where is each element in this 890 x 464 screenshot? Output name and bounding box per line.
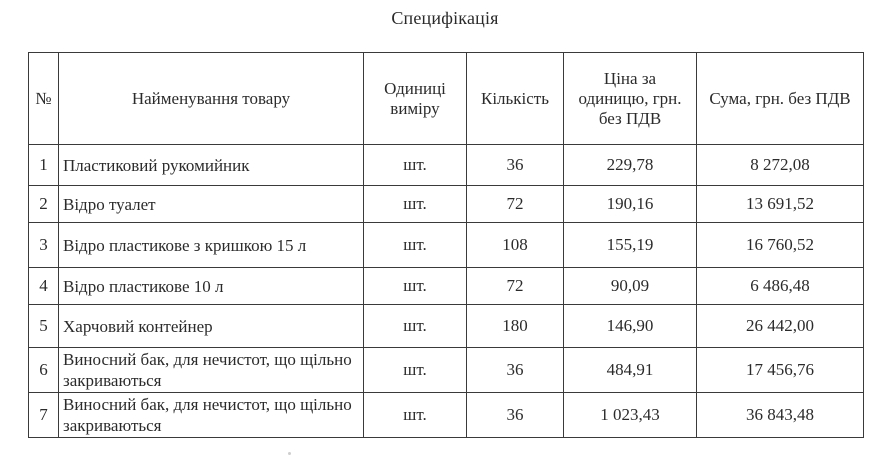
sum-cell: 17 456,76 bbox=[697, 348, 864, 393]
table-row bbox=[29, 145, 864, 186]
table-row bbox=[29, 305, 864, 348]
price-cell: 190,16 bbox=[564, 186, 697, 223]
unit-cell: шт. bbox=[364, 393, 467, 438]
table-row bbox=[29, 348, 864, 393]
table-row bbox=[29, 268, 864, 305]
header-sum: Сума, грн. без ПДВ bbox=[697, 53, 864, 145]
document-title: Специфікація bbox=[391, 8, 499, 28]
table-row bbox=[29, 223, 864, 268]
sum-cell: 13 691,52 bbox=[697, 186, 864, 223]
quantity-cell: 36 bbox=[467, 348, 564, 393]
row-number: 6 bbox=[29, 348, 59, 393]
product-name: Харчовий контейнер bbox=[59, 305, 364, 348]
header-quantity: Кількість bbox=[467, 53, 564, 145]
unit-cell: шт. bbox=[364, 305, 467, 348]
price-cell: 484,91 bbox=[564, 348, 697, 393]
price-cell: 1 023,43 bbox=[564, 393, 697, 438]
header-unit: Одиниці виміру bbox=[364, 53, 467, 145]
header-number: № bbox=[29, 53, 59, 145]
unit-cell: шт. bbox=[364, 268, 467, 305]
quantity-cell: 108 bbox=[467, 223, 564, 268]
quantity-cell: 72 bbox=[467, 186, 564, 223]
sum-cell: 36 843,48 bbox=[697, 393, 864, 438]
scan-speck bbox=[288, 452, 291, 455]
unit-cell: шт. bbox=[364, 223, 467, 268]
table-row bbox=[29, 393, 864, 438]
price-cell: 146,90 bbox=[564, 305, 697, 348]
header-product-name: Найменування товару bbox=[59, 53, 364, 145]
product-name: Відро пластикове 10 л bbox=[59, 268, 364, 305]
header-unit-price: Ціна за одиницю, грн. без ПДВ bbox=[564, 53, 697, 145]
product-name: Відро пластикове з кришкою 15 л bbox=[59, 223, 364, 268]
row-number: 3 bbox=[29, 223, 59, 268]
price-cell: 229,78 bbox=[564, 145, 697, 186]
row-number: 2 bbox=[29, 186, 59, 223]
price-cell: 155,19 bbox=[564, 223, 697, 268]
unit-cell: шт. bbox=[364, 186, 467, 223]
row-number: 7 bbox=[29, 393, 59, 438]
sum-cell: 26 442,00 bbox=[697, 305, 864, 348]
unit-cell: шт. bbox=[364, 145, 467, 186]
quantity-cell: 72 bbox=[467, 268, 564, 305]
quantity-cell: 36 bbox=[467, 393, 564, 438]
unit-cell: шт. bbox=[364, 348, 467, 393]
quantity-cell: 36 bbox=[467, 145, 564, 186]
sum-cell: 6 486,48 bbox=[697, 268, 864, 305]
table-header-row bbox=[29, 53, 864, 145]
row-number: 4 bbox=[29, 268, 59, 305]
table-row bbox=[29, 186, 864, 223]
sum-cell: 16 760,52 bbox=[697, 223, 864, 268]
product-name: Пластиковий рукомийник bbox=[59, 145, 364, 186]
price-cell: 90,09 bbox=[564, 268, 697, 305]
sum-cell: 8 272,08 bbox=[697, 145, 864, 186]
row-number: 5 bbox=[29, 305, 59, 348]
specification-table bbox=[28, 52, 864, 438]
product-name: Виносний бак, для нечистот, що щільно закриваються bbox=[59, 393, 364, 438]
product-name: Відро туалет bbox=[59, 186, 364, 223]
row-number: 1 bbox=[29, 145, 59, 186]
quantity-cell: 180 bbox=[467, 305, 564, 348]
product-name: Виносний бак, для нечистот, що щільно закриваються bbox=[59, 348, 364, 393]
